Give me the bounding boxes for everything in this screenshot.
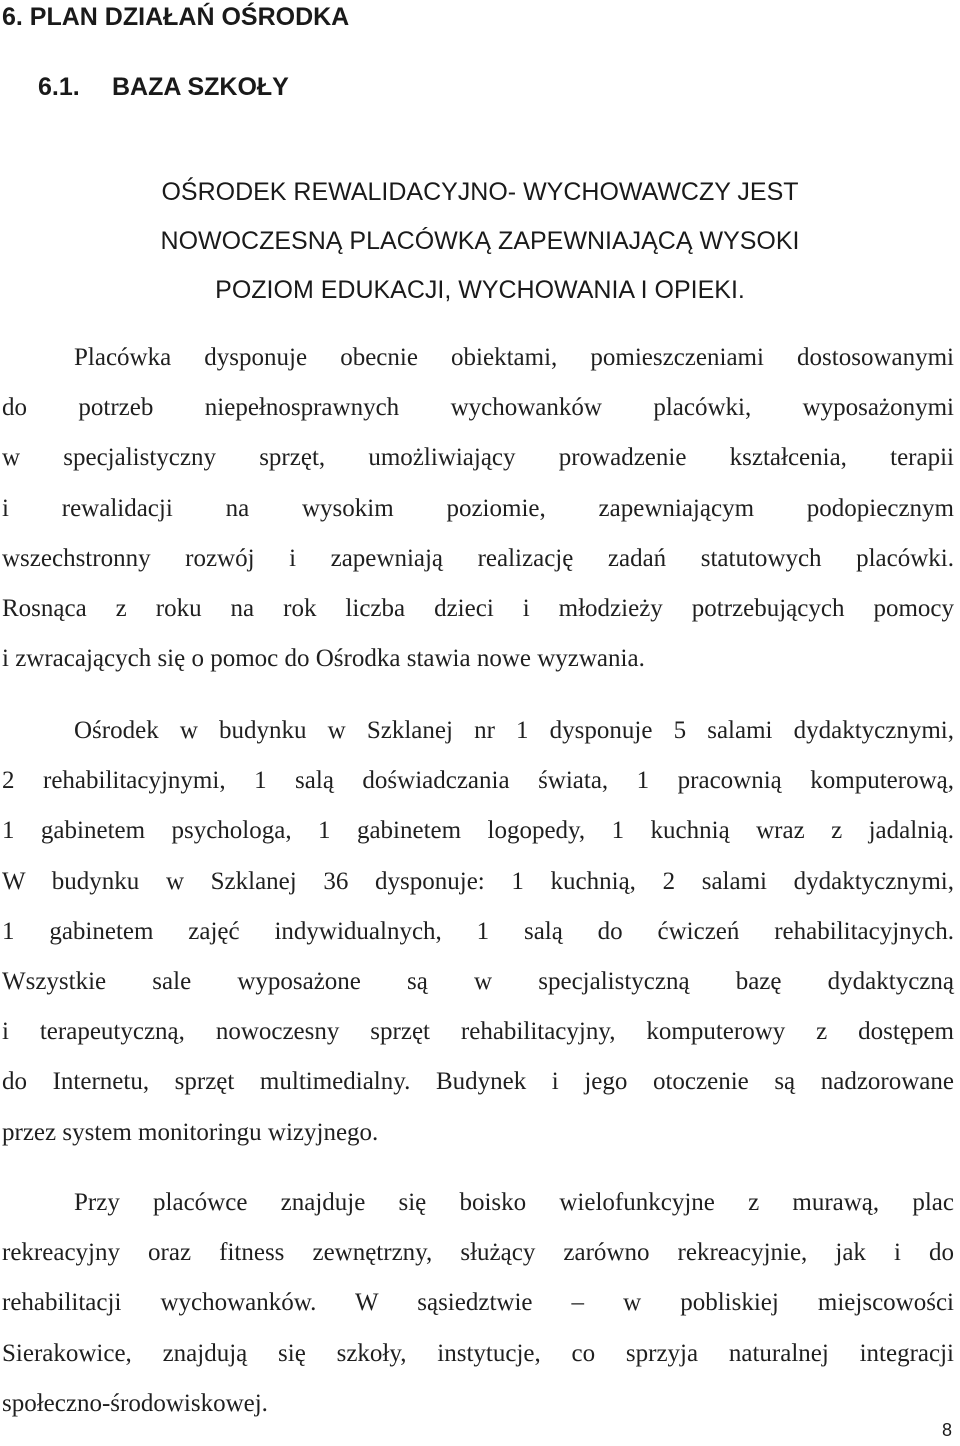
text-line: Ośrodek w budynku w Szklanej nr 1 dysponuje 5 salami dydaktycznymi, (74, 717, 954, 744)
motto-statement (0, 168, 960, 315)
text-line: 2 rehabilitacyjnymi, 1 salą doświadczania świata, 1 pracownią komputerową, (2, 767, 954, 795)
page-number: 8 (941, 1420, 952, 1440)
text-line: społeczno-środowiskowej. (2, 1389, 268, 1417)
subsection-number: 6.1. (38, 73, 80, 101)
text-line: Placówka dysponuje obecnie obiektami, pomieszczeniami dostosowanymi (74, 344, 954, 371)
paragraph-surroundings (2, 1178, 954, 1429)
text-line: 1 gabinetem psychologa, 1 gabinetem logopedy, 1 kuchnią wraz z jadalnią. (2, 817, 954, 845)
motto-line: POZIOM EDUKACJI, WYCHOWANIA I OPIEKI. (215, 276, 745, 304)
text-line: w specjalistyczny sprzęt, umożliwiający prowadzenie kształcenia, terapii (2, 444, 954, 472)
motto-line: OŚRODEK REWALIDACYJNO- WYCHOWAWCZY JEST (161, 178, 799, 206)
text-line: 1 gabinetem zajęć indywidualnych, 1 salą do ćwiczeń rehabilitacyjnych. (2, 917, 954, 945)
section-heading: 6. PLAN DZIAŁAŃ OŚRODKA (2, 3, 350, 31)
paragraph-facilities-intro (2, 333, 954, 684)
text-line: Wszystkie sale wyposażone są w specjalistyczną bazę dydaktyczną (2, 967, 954, 995)
text-line: i terapeutyczną, nowoczesny sprzęt rehabilitacyjny, komputerowy z dostępem (2, 1018, 954, 1046)
text-line: W budynku w Szklanej 36 dysponuje: 1 kuchnią, 2 salami dydaktycznymi, (2, 867, 954, 895)
text-line: do potrzeb niepełnosprawnych wychowanków placówki, wyposażonymi (2, 394, 954, 422)
text-line: rehabilitacji wychowanków. W sąsiedztwie – w pobliskiej miejscowości (2, 1289, 954, 1317)
motto-line: NOWOCZESNĄ PLACÓWKĄ ZAPEWNIAJĄCĄ WYSOKI (160, 227, 800, 255)
paragraph-buildings (2, 706, 954, 1158)
subsection-heading (38, 72, 289, 102)
text-line: Przy placówce znajduje się boisko wielofunkcyjne z murawą, plac (74, 1189, 954, 1216)
text-line: wszechstronny rozwój i zapewniają realizację zadań statutowych placówki. (2, 544, 954, 572)
text-line: Sierakowice, znajdują się szkoły, instytucje, co sprzyja naturalnej integracji (2, 1339, 954, 1367)
text-line: i zwracających się o pomoc do Ośrodka stawia nowe wyzwania. (2, 645, 645, 673)
text-line: do Internetu, sprzęt multimedialny. Budynek i jego otoczenie są nadzorowane (2, 1068, 954, 1096)
text-line: przez system monitoringu wizyjnego. (2, 1118, 379, 1146)
text-line: rekreacyjny oraz fitness zewnętrzny, służący zarówno rekreacyjnie, jak i do (2, 1239, 954, 1267)
text-line: i rewalidacji na wysokim poziomie, zapewniającym podopiecznym (2, 494, 954, 522)
subsection-title: BAZA SZKOŁY (112, 73, 289, 101)
text-line: Rosnąca z roku na rok liczba dzieci i młodzieży potrzebujących pomocy (2, 594, 954, 622)
